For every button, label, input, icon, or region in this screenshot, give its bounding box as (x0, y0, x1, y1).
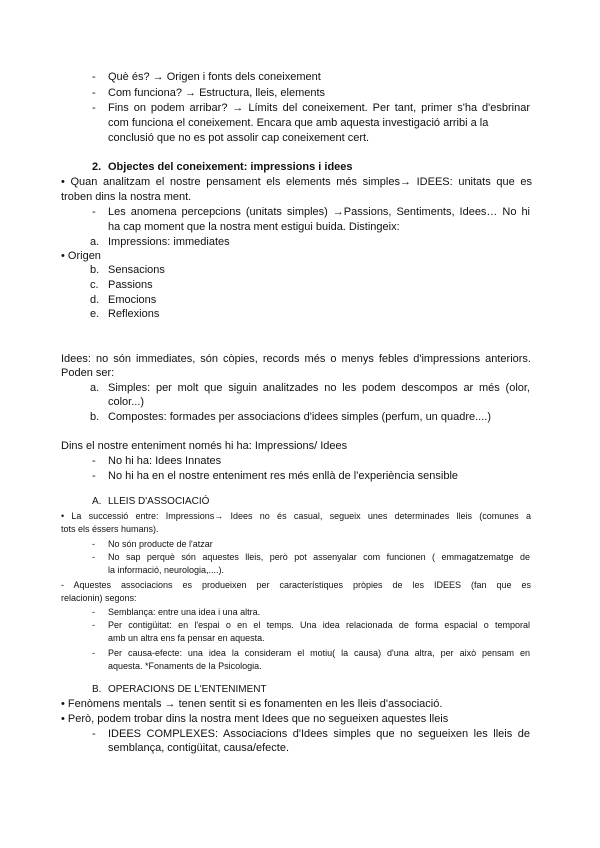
list-marker: c. (90, 279, 99, 291)
operations-line: • Fenòmens mentals → tenen sentit si es fonamenten en les lleis d'associació. (61, 698, 443, 710)
simple-ideas-line: Simples: per molt que siguin analitzades no les podem descompos ar més (olor, (108, 382, 530, 394)
ideas-line: Idees: no són immediates, són còpies, records més o menys febles d'impressions anteriors. (61, 353, 531, 365)
operations-line: • Però, podem trobar dins la nostra ment Idees que no segueixen aquestes lleis (61, 713, 449, 725)
list-marker: - (92, 71, 96, 83)
origen-item: Reflexions (108, 308, 160, 320)
section-title: Objectes del coneixement: impressions i idees (108, 161, 353, 173)
law-item-line: No sap perquè són aquestes lleis, però pot assenyalar com funcionen ( emmagatzematge de (108, 552, 530, 562)
association-item-line: Per contigüitat: en l'espai o en el temps. Una idea relacionada de forma espacial o temporal (108, 620, 530, 630)
question-what: Què és? → Origen i fonts dels coneixement (108, 71, 321, 83)
section2-intro-line: • Quan analitzam el nostre pensament els elements més simples→ IDEES: unitats que es (61, 176, 532, 188)
list-marker: b. (90, 411, 100, 423)
section-number: 2. (92, 161, 102, 173)
origen-item: Passions (108, 279, 153, 291)
section-marker: B. (92, 684, 102, 695)
list-marker: a. (90, 236, 100, 248)
list-marker: e. (90, 308, 100, 320)
section-title: LLEIS D'ASSOCIACIÓ (108, 496, 210, 507)
simple-ideas-line: color...) (108, 396, 145, 408)
list-marker: - (92, 620, 95, 630)
understanding-text: Dins el nostre enteniment només hi ha: Impressions/ Idees (61, 440, 348, 452)
understanding-item: No hi ha en el nostre enteniment res més enllà de l'experiència sensible (108, 470, 459, 482)
law-item: No són producte de l'atzar (108, 539, 213, 549)
question-limits-line: conclusió que no es pot assolir cap coneixement cert. (108, 132, 370, 144)
perceptions-line: Les anomena percepcions (unitats simples) →Passions, Sentiments, Idees… No hi (108, 206, 530, 218)
origen-label: • Origen (61, 250, 101, 262)
ideas-line: Poden ser: (61, 367, 115, 379)
list-marker: - (92, 87, 96, 99)
question-limits-line: Fins on podem arribar? → Límits del coneixement. Per tant, primer s'ha d'esbrinar (108, 102, 530, 114)
list-marker: - (92, 552, 95, 562)
association-item-line: aquesta. *Fonaments de la Psicologia. (108, 661, 262, 671)
list-marker: - (92, 455, 96, 467)
list-marker: - (92, 539, 95, 549)
association-item-line: amb un altra ens fa pensar en aquesta. (108, 633, 265, 643)
sectionA-intro-line: tots els éssers humans). (61, 524, 159, 534)
association-line: - Aquestes associacions es produeixen per característiques pròpies de les IDEES (fan que es (61, 580, 531, 590)
section2-intro-line: troben dins la nostra ment. (61, 191, 192, 203)
perceptions-line: ha cap moment que la nostra ment estigui buida. Distingeix: (108, 221, 400, 233)
association-item-line: Per causa-efecte: una idea la consideram el motiu( la causa) d'una altra, per això pensam en (108, 648, 530, 658)
list-marker: - (92, 607, 95, 617)
list-marker: b. (90, 264, 100, 276)
compound-ideas-item: Compostes: formades per associacions d'idees simples (perfum, un quadre....) (108, 411, 491, 423)
origen-item: Emocions (108, 294, 157, 306)
complex-ideas-line: semblança, contigüitat, causa/efecte. (108, 742, 289, 754)
list-marker: d. (90, 294, 100, 306)
list-marker: - (92, 648, 95, 658)
list-marker: - (92, 728, 96, 740)
section-marker: A. (92, 496, 102, 507)
complex-ideas-line: IDEES COMPLEXES: Associacions d'Idees simples que no segueixen les lleis de (108, 728, 530, 740)
understanding-item: No hi ha: Idees Innates (108, 455, 222, 467)
list-marker: a. (90, 382, 100, 394)
sectionA-intro-line: • La successió entre: Impressions→ Idees no és casual, segueix unes determinades lleis (comunes a (61, 511, 531, 521)
origen-item: Sensacions (108, 264, 165, 276)
list-marker: - (92, 102, 96, 114)
law-item-line: la informació, neurologia,....). (108, 565, 225, 575)
section-title: OPERACIONS DE L'ENTENIMENT (108, 684, 267, 695)
list-marker: - (92, 470, 96, 482)
association-item: Semblança: entre una idea i una altra. (108, 607, 261, 617)
question-limits-line: com funciona el coneixement. Encara que amb aquesta investigació arribi a la (108, 117, 489, 129)
question-how: Com funciona? → Estructura, lleis, elements (108, 87, 326, 99)
impressions-item: Impressions: immediates (108, 236, 230, 248)
list-marker: - (92, 206, 96, 218)
association-line: relacionin) segons: (61, 593, 137, 603)
